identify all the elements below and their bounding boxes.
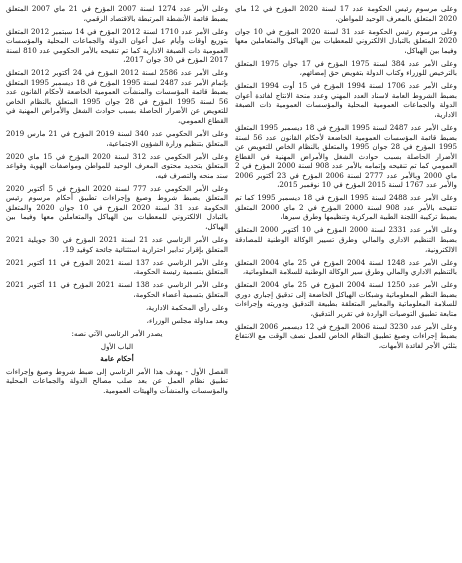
chapter-label: الباب الأول (100, 341, 134, 351)
decree-heading: يصدر الأمر الرئاسي الآتي نصه: (71, 328, 163, 338)
legal-reference: وعلى الأمر الحكومي عدد 312 لسنة 2020 المؤرخ في 15 ماي 2020 المتعلق بتحديد محتوى المعرف الوحيد للمواطن ومواصفات الهوية وقواعد سند منحه والتصرف فيه، (6, 151, 228, 180)
legal-reference: وعلى الأمر الرئاسي عدد 21 لسنة 2021 المؤرخ في 30 جويلية 2021 المتعلق بإقرار تدابير احترازية استثنائية جائحة كوفيد 19، (6, 235, 228, 254)
legal-reference: وعلى الأمر عدد 2488 لسنة 1995 المؤرخ في 18 ديسمبر 1995 كما تم تنقيحه بالأمر عدد 908 لسنة 2000 المؤرخ في 2 ماي 2000 المتعلق بضبط تركيبة اللجنة الطبية المركزية وتنظيمها وطرق سيرها، (235, 193, 457, 222)
legal-reference: وعلى الأمر عدد 1710 لسنة 2012 المؤرخ في 14 سبتمبر 2012 المتعلق بتوزيع أوقات وأيام عمل أعوان الدولة والجماعات المحلية والمؤسسات العمومية ذات الصبغة الادارية كما تم تنقيحه بالأمر الحكومي عدد 810 لسنة 2017 المؤرخ في 30 جوان 2017، (6, 26, 228, 65)
legal-reference: وعلى مرسوم رئيس الحكومة عدد 31 لسنة 2020 المؤرخ في 10 جوان 2020 المتعلق بالتبادل الالكتروني للمعطيات بين الهياكل والمتعاملين معها وفيما بين الهياكل، (235, 26, 457, 55)
legal-reference: وعلى الأمر عدد 2487 لسنة 1995 المؤرخ في 18 ديسمبر 1995 المتعلق بضبط قائمة المؤسسات العمومية الخاضعة لأحكام القانون عدد 56 لسنة 1995 المؤرخ في 28 جوان 1995 والمتعلق بالنظام الخاص للتعويض عن الأضرار الحاصلة بسبب حوادث الشغل والأمراض المهنية في القطاع العمومي كما تم تنقيحه وإتمامه بالأمر عدد 908 لسنة 2000 المؤرخ في 2 ماي 2000 وبالأمر عدد 2777 لسنة 2006 المؤرخ في 23 أكتوبر 2006 والأمر عدد 1767 لسنة 2015 المؤرخ في 10 نوفمبر 2015، (235, 123, 457, 190)
right-column (235, 4, 457, 560)
legal-reference: وعلى الأمر عدد 2331 لسنة 2000 المؤرخ في 10 أكتوبر 2000 المتعلق بضبط التنظيم الاداري والمالي وطرق تسيير الوكالة الوطنية للمصادقة الالكترونية، (235, 225, 457, 254)
court-opinion: وعلى رأي المحكمة الادارية، (145, 302, 228, 312)
legal-reference: وعلى الأمر عدد 384 لسنة 1975 المؤرخ في 17 جوان 1975 المتعلق بالترخيص للوزراء وكتاب الدولة بتفويض حق إمضائهم، (235, 58, 457, 78)
legal-reference: وعلى الأمر عدد 1706 لسنة 1994 المؤرخ في 15 أوت 1994 المتعلق بضبط الشروط العامة لاسناد العدد المهني وعدد منحة الانتاج لفائدة أعوان الدولة والجماعات العمومية المحلية والمؤسسات العمومية ذات الصبغة الادارية، (235, 81, 457, 119)
legal-reference: وعلى الأمر عدد 1274 لسنة 2007 المؤرخ في 21 ماي 2007 المتعلق بضبط قائمة الأنشطة المرتبطة بالاقتصاد الرقمي، (6, 4, 228, 23)
legal-reference: وعلى الأمر الحكومي عدد 340 لسنة 2019 المؤرخ في 21 مارس 2019 المتعلق بتنظيم وزارة الشؤون الاجتماعية، (6, 129, 228, 148)
article-one: الفصل الأول - يهدف هذا الأمر الرئاسي إلى ضبط شروط وصيغ وإجراءات تطبيق نظام العمل عن بعد صلب مصالح الدولة والجماعات المحلية والمؤسسات والمنشآت والهيئات العمومية. (6, 366, 228, 395)
legal-reference: وعلى مرسوم رئيس الحكومة عدد 17 لسنة 2020 المؤرخ في 12 ماي 2020 المتعلق بالمعرف الوحيد للمواطن، (235, 4, 457, 23)
legal-reference: وعلى الأمر الحكومي عدد 777 لسنة 2020 المؤرخ في 5 أكتوبر 2020 المتعلق بضبط شروط وصيغ وإجراءات تطبيق أحكام مرسوم رئيس الحكومة عدد 31 لسنة 2020 المؤرخ في 10 جوان 2020 والمتعلق بالتبادل الالكتروني للمعطيات بين الهياكل والمتعاملين معها وفيما بين الهياكل، (6, 183, 228, 231)
legal-reference: وعلى الأمر عدد 1250 لسنة 2004 المؤرخ في 25 ماي 2004 المتعلق بضبط النظم المعلوماتية وشبكات الهياكل الخاضعة إلى تدقيق إجباري دوري للسلامة المعلوماتية والمعايير المتعلقة بطبيعة التدقيق ودوريته وإجراءات متابعة تطبيق التوصيات الواردة في تقرير التدقيق، (235, 280, 457, 318)
legal-reference: وعلى الأمر الرئاسي عدد 137 لسنة 2021 المؤرخ في 11 أكتوبر 2021 المتعلق بتسمية رئيسة الحكومة، (6, 257, 228, 277)
legal-reference: وعلى الأمر عدد 1248 لسنة 2004 المؤرخ في 25 ماي 2004 المتعلق بالتنظيم الاداري والمالي وطرق سير الوكالة الوطنية للسلامة المعلوماتية، (235, 257, 457, 277)
chapter-title: أحكام عامة (100, 354, 134, 364)
deliberation: وبعد مداولة مجلس الوزراء، (146, 315, 228, 325)
legal-reference: وعلى الأمر عدد 3230 لسنة 2006 المؤرخ في 12 ديسمبر 2006 المتعلق بضبط إجراءات وصيغ تطبيق النظام الخاص للعمل نصف الوقت مع الانتفاع بثلثي الأجر لفائدة الأمهات، (235, 321, 457, 350)
legal-reference: وعلى الأمر عدد 2586 لسنة 2012 المؤرخ في 24 أكتوبر 2012 المتعلق بإتمام الأمر عدد 2487 لسنة 1995 المؤرخ في 18 ديسمبر 1995 المتعلق بضبط قائمة المؤسسات والمنشآت العمومية الخاضعة لأحكام القانون عدد 56 لسنة 1995 المؤرخ في 28 جوان 1995 المتعلق بالنظام الخاص للتعويض عن الأضرار الحاصلة بسبب حوادث الشغل والأمراض المهنية في القطاع العمومي، (6, 68, 228, 126)
legal-reference: وعلى الأمر الرئاسي عدد 138 لسنة 2021 المؤرخ في 11 أكتوبر 2021 المتعلق بتسمية أعضاء الحكومة، (6, 280, 228, 299)
left-column (6, 4, 228, 560)
